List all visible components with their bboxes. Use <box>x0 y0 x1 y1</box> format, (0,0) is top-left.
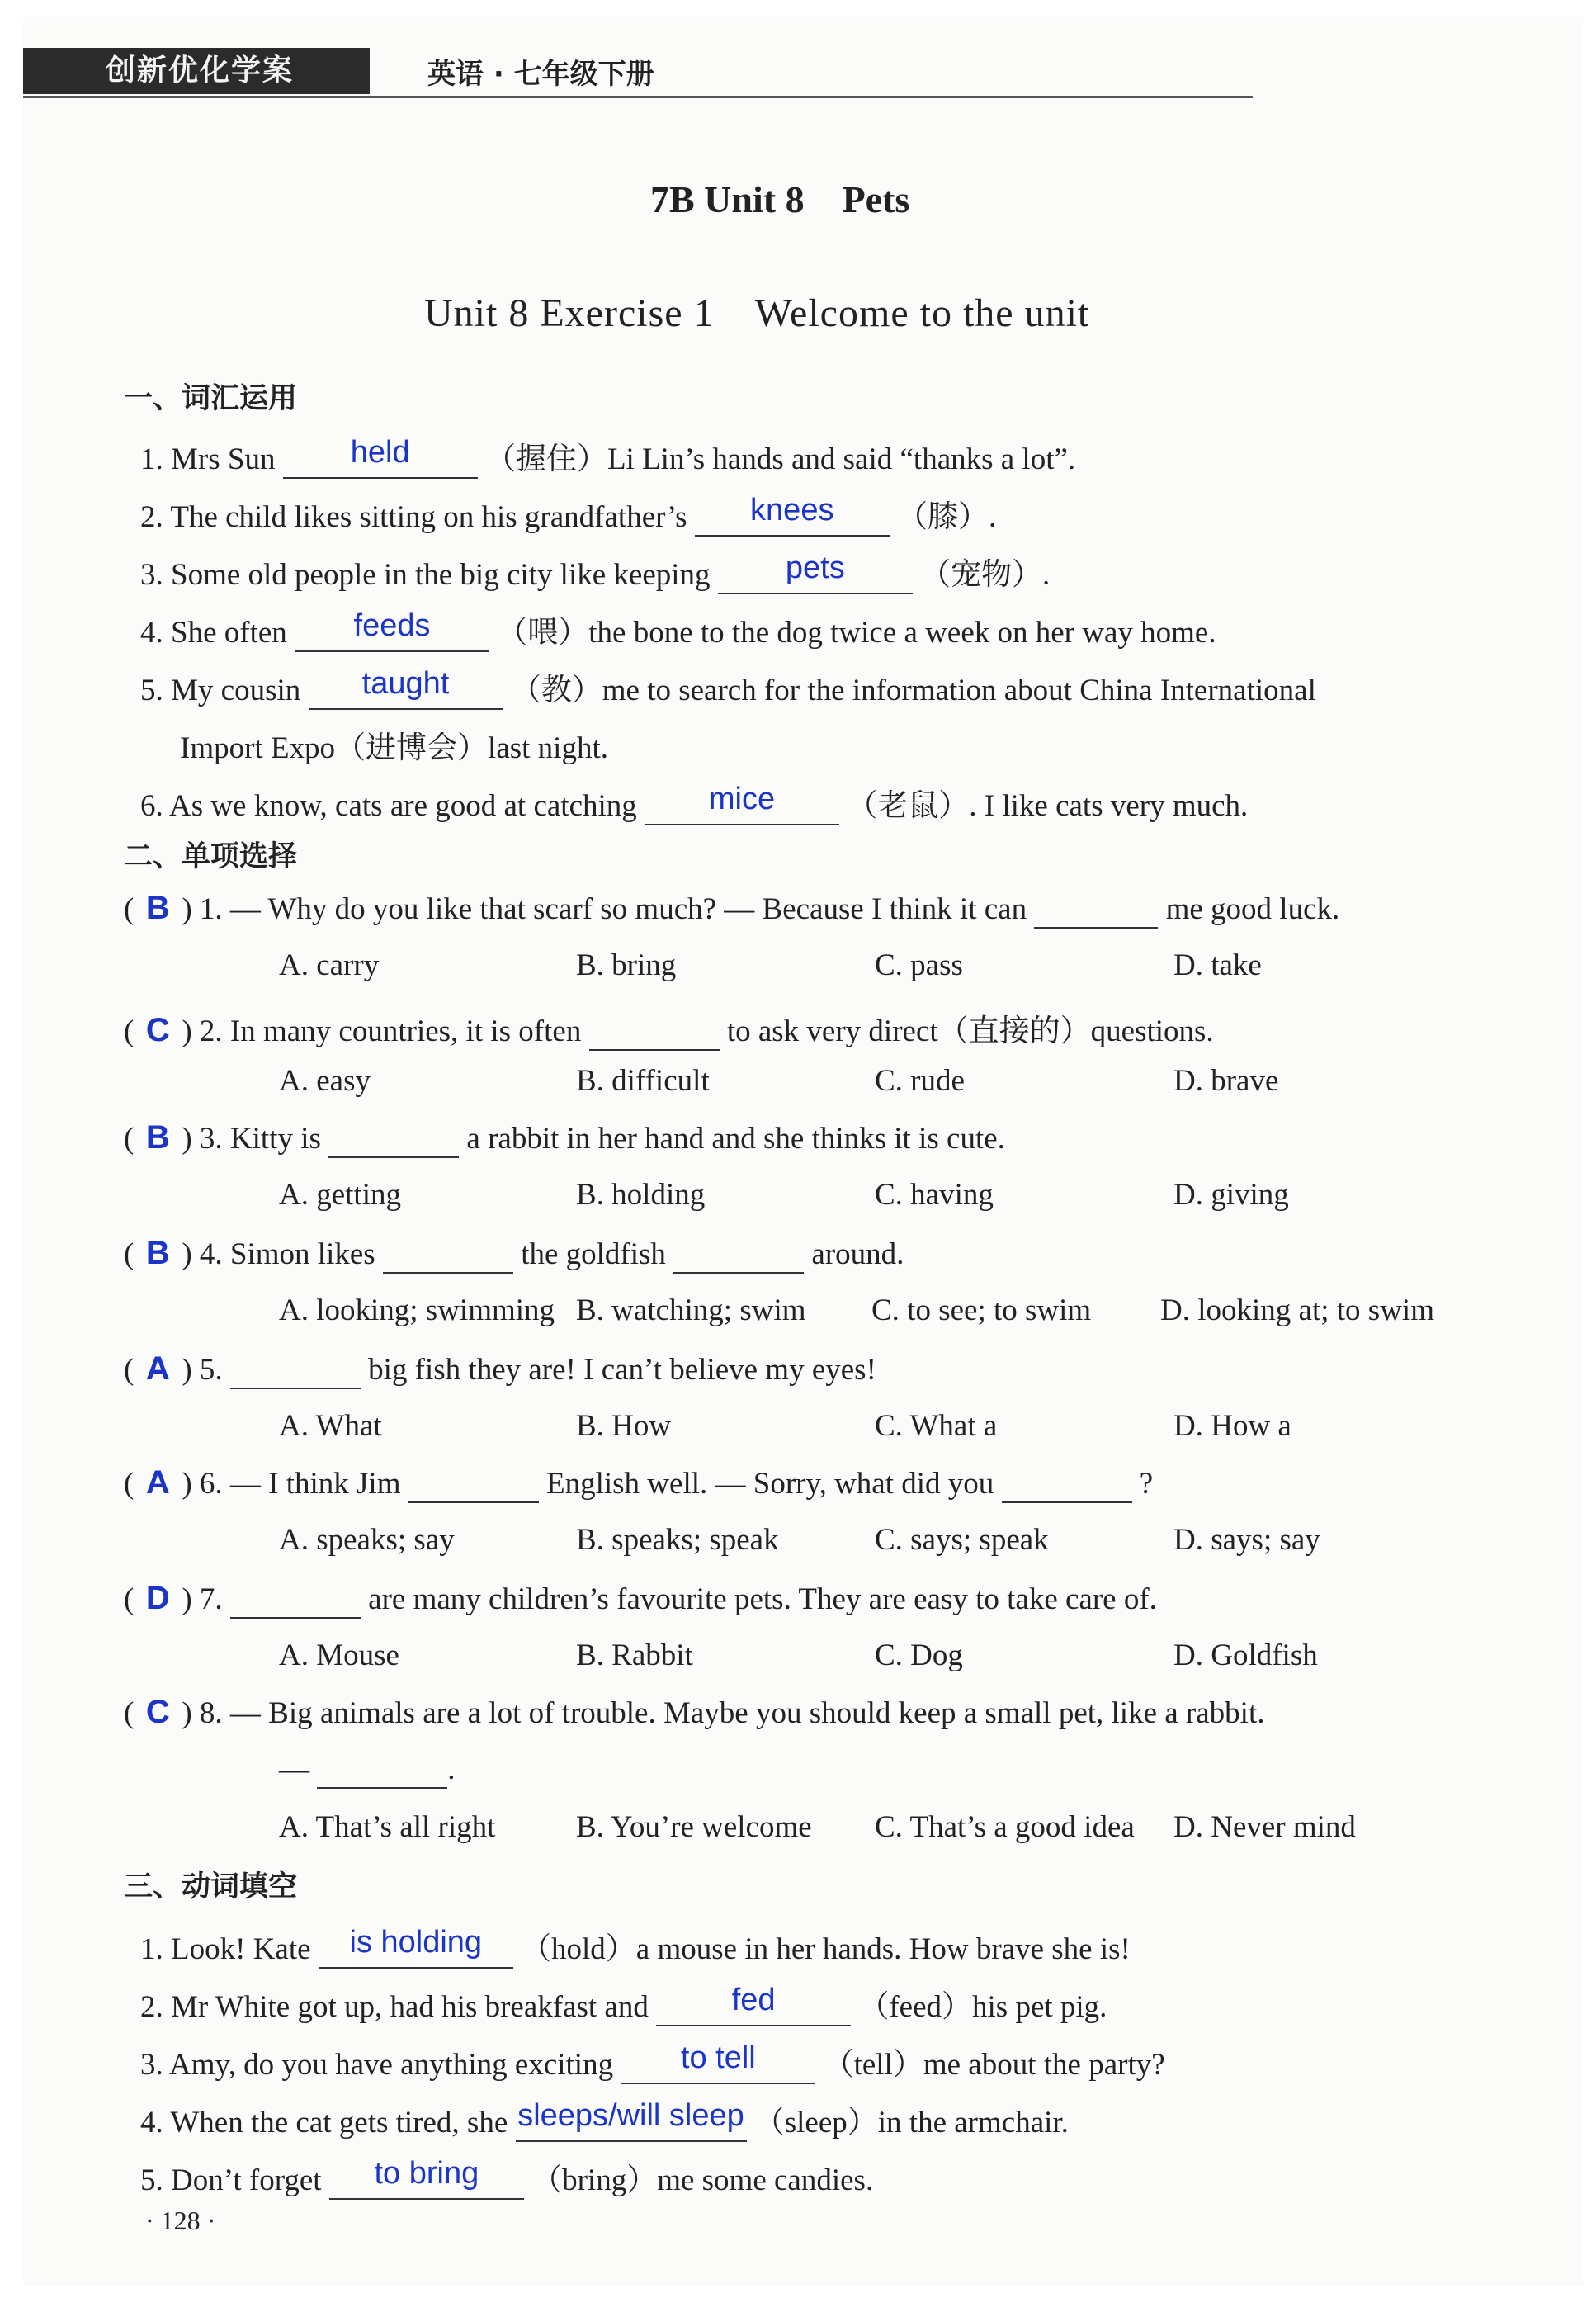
mc-option-b: B. difficult <box>576 1064 710 1098</box>
answer-blank <box>645 782 839 825</box>
mc-option-a: A. What <box>279 1409 382 1443</box>
mc-option-b: B. You’re welcome <box>576 1810 812 1844</box>
mc-option-c: C. That’s a good idea <box>875 1810 1135 1844</box>
mc-question-6: ( A ) 6. — I think Jim English well. — Sorry, what did you ? <box>124 1464 1153 1503</box>
handwritten-answer: to tell <box>680 2040 756 2075</box>
mc-answer-letter: B <box>145 890 170 926</box>
item-text-pre: My cousin <box>171 674 301 707</box>
item-text-pre: She often <box>171 616 287 650</box>
mc-question-1: ( B ) 1. — Why do you like that scarf so much? — Because I think it can me good luck. <box>124 890 1339 929</box>
item-number: 3. <box>140 558 163 592</box>
mc-question-4: ( B ) 4. Simon likes the goldfish around. <box>124 1235 904 1274</box>
mc-option-d: D. Goldfish <box>1173 1638 1318 1672</box>
item-number: 1. <box>140 442 163 476</box>
answer-blank <box>695 493 890 537</box>
mc-question-2: ( C ) 2. In many countries, it is often to ask very direct（直接的）questions. <box>124 1005 1214 1051</box>
item-text-post: （教）me to search for the information about China International <box>510 674 1316 707</box>
subject-label: 英语 · 七年级下册 <box>427 58 654 91</box>
answer-blank <box>718 551 913 594</box>
item-text-post: （hold）a mouse in her hands. How brave she is! <box>521 1932 1131 1966</box>
vocab-item-5-continuation: Import Expo（进博会）last night. <box>180 731 608 765</box>
mc-option-c: C. Dog <box>875 1638 963 1672</box>
mc-question-3: ( B ) 3. Kitty is a rabbit in her hand and she thinks it is cute. <box>124 1119 1005 1158</box>
mc-option-a: A. easy <box>279 1064 371 1098</box>
mc-question-5: ( A ) 5. big fish they are! I can’t believe my eyes! <box>124 1350 876 1389</box>
verb-item-5 <box>140 2154 873 2200</box>
page-number: · 128 · <box>145 2206 216 2235</box>
mc-question-text: 7. <box>199 1582 223 1616</box>
mc-question-8: ( C ) 8. — Big animals are a lot of trouble. Maybe you should keep a small pet, like a rabbit. <box>124 1694 1265 1730</box>
mc-question-text-2: a rabbit in her hand and she thinks it is cute. <box>466 1122 1005 1156</box>
mc-question-text-2: English well. — Sorry, what did you <box>546 1467 994 1501</box>
mc-answer-letter: C <box>145 1012 170 1048</box>
mc-question-text-2: me good luck. <box>1165 892 1340 926</box>
item-number: 3. <box>140 2048 163 2082</box>
item-text-post: （tell）me about the party? <box>823 2048 1165 2082</box>
mc-question-text-2: are many children’s favourite pets. They are easy to take care of. <box>368 1582 1157 1616</box>
mc-question-text-2: the goldfish <box>521 1237 666 1271</box>
mc-option-c: C. says; speak <box>875 1523 1049 1557</box>
mc-option-a: A. looking; swimming <box>279 1293 555 1327</box>
section-heading-multiple-choice: 二、单项选择 <box>124 840 298 873</box>
handwritten-answer: sleeps/will sleep <box>517 2098 744 2133</box>
item-text-post: （宠物）. <box>920 558 1051 592</box>
question-blank <box>317 1752 447 1789</box>
mc-option-a: A. That’s all right <box>279 1810 496 1844</box>
mc-option-a: A. carry <box>279 948 380 982</box>
vocab-item-3 <box>140 549 1050 594</box>
item-text-pre: As we know, cats are good at catching <box>168 789 637 823</box>
question-blank <box>230 1582 361 1619</box>
mc-option-b: B. speaks; speak <box>576 1523 779 1557</box>
verb-item-2 <box>140 1981 1107 2026</box>
item-text-post: （老鼠）. I like cats very much. <box>847 789 1249 823</box>
question-blank <box>408 1466 539 1503</box>
item-text-pre: When the cat gets tired, she <box>170 2106 508 2140</box>
item-text-post: （膝）. <box>897 500 997 534</box>
answer-blank <box>656 1983 851 2026</box>
mc-option-a: A. Mouse <box>279 1638 399 1672</box>
question-blank <box>1034 891 1158 929</box>
vocab-item-6 <box>140 780 1248 825</box>
mc-option-d: D. looking at; to swim <box>1160 1293 1434 1327</box>
item-text-pre: The child likes sitting on his grandfather’s <box>170 500 687 534</box>
mc-option-b: B. How <box>576 1409 672 1443</box>
mc-answer-letter: B <box>145 1235 170 1271</box>
mc-answer-letter: C <box>145 1694 170 1730</box>
verb-item-3 <box>140 2039 1165 2084</box>
mc-question-text: 1. — Why do you like that scarf so much? — Because I think it can <box>199 892 1027 926</box>
mc-question-7: ( D ) 7. are many children’s favourite pets. They are easy to take care of. <box>124 1580 1157 1619</box>
item-number: 5. <box>140 674 163 707</box>
item-number: 2. <box>140 500 163 534</box>
mc-question-text-2: big fish they are! I can’t believe my eyes! <box>368 1353 876 1387</box>
item-number: 5. <box>140 2163 163 2197</box>
header-rule <box>23 96 1253 98</box>
mc-option-b: B. bring <box>576 948 677 982</box>
handwritten-answer: feeds <box>353 608 431 643</box>
mc-option-c: C. pass <box>875 948 963 982</box>
item-text-pre: Mrs Sun <box>171 442 276 476</box>
item-number: 4. <box>140 616 163 650</box>
item-text-post: （feed）his pet pig. <box>858 1990 1107 2024</box>
mc-question-text-3: ? <box>1139 1467 1154 1501</box>
vocab-item-1 <box>140 433 1075 479</box>
item-text-pre: Don’t forget <box>171 2163 322 2197</box>
answer-blank <box>621 2040 815 2084</box>
question-blank <box>1002 1466 1132 1503</box>
handwritten-answer: is holding <box>349 1925 483 1960</box>
item-text-pre: Some old people in the big city like keeping <box>171 558 711 592</box>
mc-question-text-3: . <box>447 1752 456 1786</box>
mc-question-text: 5. <box>199 1353 223 1387</box>
item-number: 1. <box>140 1932 163 1966</box>
mc-option-a: A. getting <box>279 1178 401 1212</box>
mc-answer-letter: B <box>145 1119 170 1156</box>
answer-blank <box>283 435 478 479</box>
item-number: 4. <box>140 2106 163 2140</box>
question-blank <box>589 1014 720 1051</box>
mc-option-d: D. take <box>1173 948 1262 982</box>
mc-answer-letter: D <box>145 1580 170 1616</box>
mc-question-text-2: — <box>279 1752 309 1786</box>
item-number: 2. <box>140 1990 163 2024</box>
verb-item-4 <box>140 2097 1069 2142</box>
question-blank <box>673 1236 804 1274</box>
item-text-pre: Amy, do you have anything exciting <box>168 2048 614 2082</box>
handwritten-answer: pets <box>785 551 845 585</box>
vocab-item-2 <box>140 491 996 537</box>
item-text-pre: Look! Kate <box>171 1932 311 1966</box>
mc-question-text: 4. Simon likes <box>199 1237 375 1271</box>
handwritten-answer: mice <box>708 782 776 816</box>
handwritten-answer: taught <box>361 666 450 701</box>
question-blank <box>230 1352 361 1389</box>
item-number: 6. <box>140 789 163 823</box>
mc-question-text: 3. Kitty is <box>199 1122 321 1156</box>
mc-option-b: B. Rabbit <box>576 1638 693 1672</box>
mc-option-d: D. How a <box>1173 1409 1291 1443</box>
verb-item-1 <box>140 1923 1131 1969</box>
mc-option-d: D. says; say <box>1173 1523 1320 1557</box>
section-heading-verb-fill: 三、动词填空 <box>124 1870 298 1903</box>
question-blank <box>328 1121 459 1158</box>
vocab-item-4 <box>140 607 1216 652</box>
mc-option-c: C. having <box>875 1178 994 1212</box>
mc-option-b: B. holding <box>576 1178 706 1212</box>
mc-option-c: C. rude <box>875 1064 965 1098</box>
mc-option-d: D. giving <box>1173 1178 1289 1212</box>
answer-blank <box>309 666 503 710</box>
mc-answer-letter: A <box>145 1464 170 1501</box>
mc-question-text: 2. In many countries, it is often <box>199 1014 582 1048</box>
mc-question-text-3: around. <box>811 1237 904 1271</box>
handwritten-answer: knees <box>750 493 834 527</box>
answer-blank <box>295 608 489 652</box>
handwritten-answer: to bring <box>374 2156 479 2191</box>
exercise-subtitle: Unit 8 Exercise 1 Welcome to the unit <box>424 291 1090 335</box>
item-text-post: （喂）the bone to the dog twice a week on her way home. <box>497 616 1216 650</box>
section-heading-vocab: 一、词汇运用 <box>124 382 298 415</box>
unit-title: 7B Unit 8 Pets <box>650 178 910 220</box>
page-header <box>23 48 1253 94</box>
mc-option-c: C. What a <box>875 1409 998 1443</box>
answer-blank <box>319 1925 513 1969</box>
question-blank <box>383 1236 513 1274</box>
mc-question-text: 8. — Big animals are a lot of trouble. Maybe you should keep a small pet, like a rabbit. <box>199 1696 1265 1730</box>
mc-option-a: A. speaks; say <box>279 1523 455 1557</box>
mc-question-8-response <box>279 1752 456 1789</box>
vocab-item-5 <box>140 664 1316 710</box>
mc-option-b: B. watching; swim <box>576 1293 806 1327</box>
item-text-post: （sleep）in the armchair. <box>753 2106 1069 2140</box>
item-text-post: （bring）me some candies. <box>531 2163 874 2197</box>
answer-blank <box>516 2098 747 2142</box>
mc-question-text-2: to ask very direct（直接的）questions. <box>726 1014 1214 1048</box>
mc-option-d: D. brave <box>1173 1064 1279 1098</box>
mc-option-c: C. to see; to swim <box>871 1293 1092 1327</box>
mc-option-d: D. Never mind <box>1173 1810 1356 1844</box>
handwritten-answer: held <box>350 435 410 470</box>
mc-answer-letter: A <box>145 1350 170 1387</box>
item-text-post: （握住）Li Lin’s hands and said “thanks a lot”. <box>484 442 1076 476</box>
item-text-pre: Mr White got up, had his breakfast and <box>171 1990 649 2024</box>
brand-logo: 创新优化学案 <box>23 48 370 94</box>
handwritten-answer: fed <box>731 1983 776 2017</box>
mc-question-text: 6. — I think Jim <box>199 1467 401 1501</box>
answer-blank <box>329 2156 524 2200</box>
